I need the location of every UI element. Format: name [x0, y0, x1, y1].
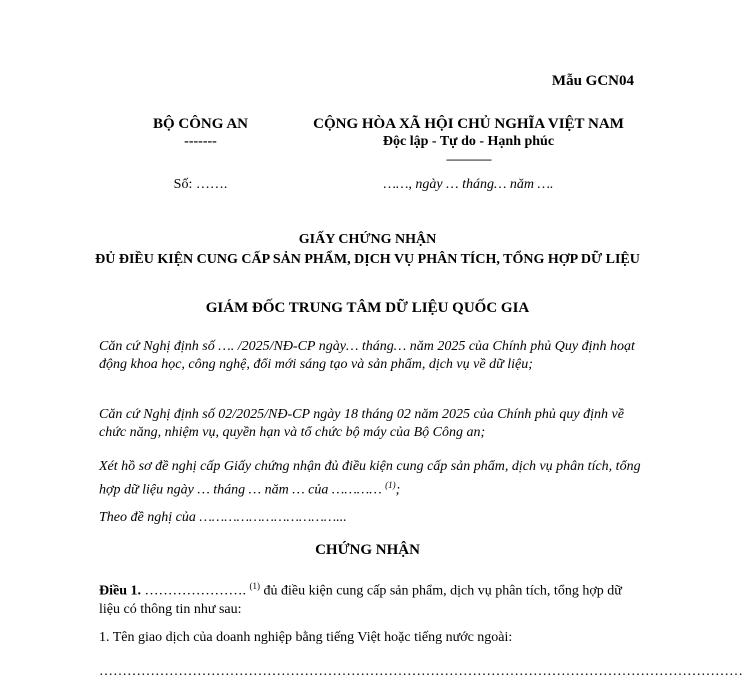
article-dots: ………………….: [141, 583, 250, 599]
legal-basis-2: Căn cứ Nghị định số 02/2025/NĐ-CP ngày 18 tháng 02 năm 2025 của Chính phủ quy định về chức năng, nhiệm vụ, quyền hạn và tổ chức bộ máy của Bộ Công an;: [99, 407, 624, 440]
legal-basis-1: Căn cứ Nghị định số …. /2025/NĐ-CP ngày… tháng… năm 2025 của Chính phủ Quy định hoạt động khoa học, công nghệ, đổi mới sáng tạo và sản phẩm, dịch vụ về dữ liệu;: [99, 339, 635, 372]
motto: Độc lập - Tự do - Hạnh phúc: [382, 134, 555, 149]
item-1: 1. Tên giao dịch của doanh nghiệp bằng tiếng Việt hoặc tiếng nước ngoài:: [99, 630, 513, 645]
document-subtitle: ĐỦ ĐIỀU KIỆN CUNG CẤP SẢN PHẨM, DỊCH VỤ PHÂN TÍCH, TỔNG HỢP DỮ LIỆU: [95, 252, 640, 267]
certify-heading: CHỨNG NHẬN: [315, 542, 420, 558]
footnote-ref: (1): [385, 480, 396, 490]
motto-underline: ---------------: [446, 152, 491, 166]
place-date: ……, ngày … tháng… năm ….: [383, 177, 554, 192]
issuing-authority: GIÁM ĐỐC TRUNG TÂM DỮ LIỆU QUỐC GIA: [205, 300, 530, 316]
legal-basis-3-text: Xét hồ sơ đề nghị cấp Giấy chứng nhận đủ điều kiện cung cấp sản phẩm, dịch vụ phân tích, tổng hợp dữ liệu ngày … tháng … năm … của …………: [99, 459, 641, 498]
legal-basis-3-end: ;: [395, 482, 401, 498]
fill-in-line: …………………………………………………………………………………………………………………………: [99, 664, 743, 679]
document-number: Số: …….: [173, 177, 228, 192]
article-footnote-ref: (1): [249, 581, 260, 591]
ministry-underline: -------: [184, 134, 217, 149]
ministry-name: BỘ CÔNG AN: [152, 116, 248, 132]
article-label: Điều 1.: [99, 583, 141, 599]
form-code: Mẫu GCN04: [551, 73, 634, 89]
proposal-line: Theo đề nghị của ……………………………...: [99, 510, 347, 525]
document-title: GIẤY CHỨNG NHẬN: [298, 232, 437, 247]
legal-basis-3: [99, 458, 644, 500]
article-text: đủ điều kiện cung cấp sản phẩm, dịch vụ phân tích, tổng hợp dữ liệu có thông tin như sau:: [99, 583, 622, 617]
country-name: CỘNG HÒA XÃ HỘI CHỦ NGHĨA VIỆT NAM: [313, 116, 624, 132]
article-1: [99, 577, 644, 619]
